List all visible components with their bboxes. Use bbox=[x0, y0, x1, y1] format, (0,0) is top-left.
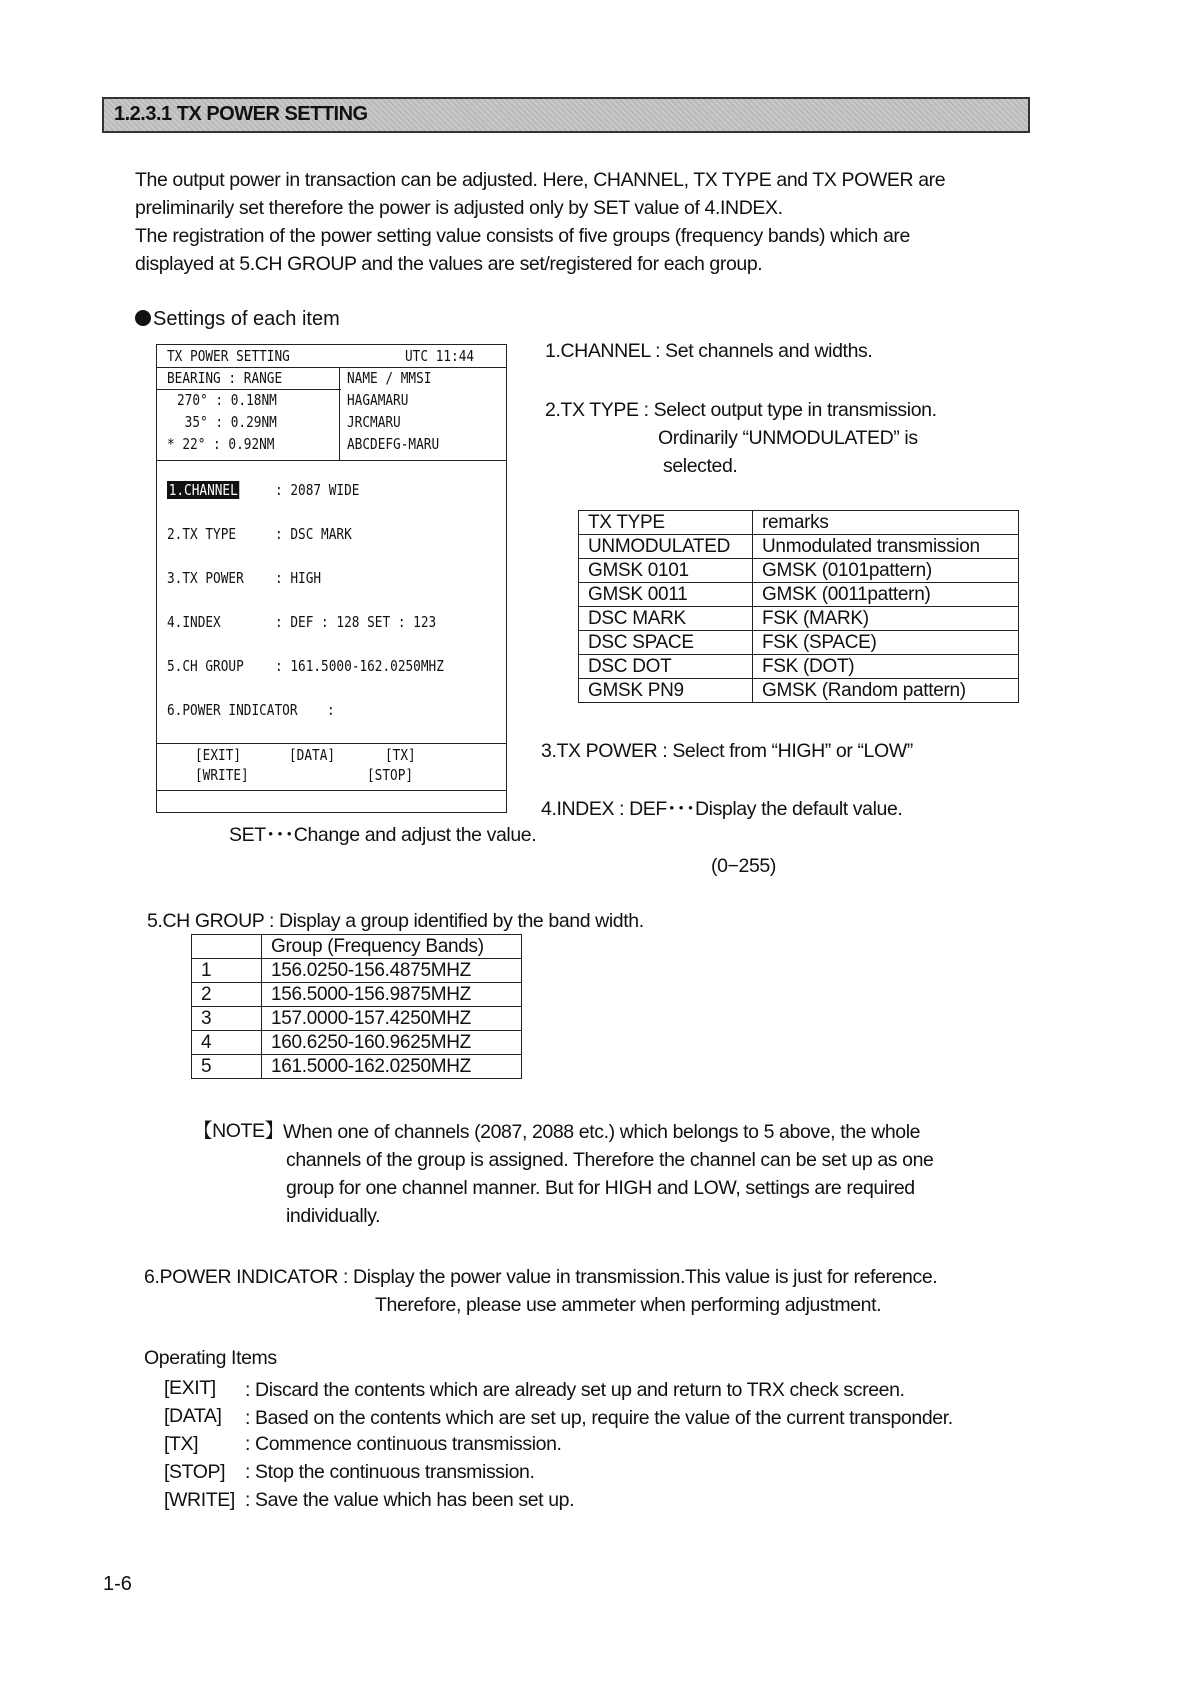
table-cell: FSK (DOT) bbox=[753, 655, 1019, 679]
table-cell: DSC SPACE bbox=[579, 631, 753, 655]
power-indicator-desc: 6.POWER INDICATOR : Display the power value in transmission.This value is just for reference. bbox=[144, 1266, 938, 1288]
exit-button[interactable]: [EXIT] bbox=[195, 746, 242, 764]
index-value: : DEF : 128 SET : 123 bbox=[275, 613, 437, 631]
table-cell: DSC MARK bbox=[579, 607, 753, 631]
op-key: [WRITE] bbox=[164, 1489, 235, 1511]
table-cell: 156.0250-156.4875MHZ bbox=[262, 959, 522, 983]
target-bearing: * 22° : 0.92NM bbox=[167, 435, 275, 453]
table-row bbox=[579, 535, 1019, 559]
table-cell: 156.5000-156.9875MHZ bbox=[262, 983, 522, 1007]
bullet-icon bbox=[135, 310, 151, 326]
desc-tx-type-line: Ordinarily “UNMODULATED” is bbox=[658, 427, 918, 449]
intro-line: displayed at 5.CH GROUP and the values are set/registered for each group. bbox=[135, 253, 763, 275]
table-row bbox=[192, 959, 522, 983]
table-header: TX TYPE bbox=[579, 511, 753, 535]
table-row bbox=[579, 559, 1019, 583]
screen-utc: UTC 11:44 bbox=[405, 347, 475, 365]
ch-group-value: : 161.5000-162.0250MHZ bbox=[275, 657, 444, 675]
menu-item-channel[interactable]: 1.CHANNEL bbox=[168, 481, 238, 499]
menu-item-tx-power[interactable]: 3.TX POWER bbox=[167, 569, 244, 587]
table-cell: UNMODULATED bbox=[579, 535, 753, 559]
tx-power-value: : HIGH bbox=[275, 569, 322, 587]
menu-item-power-indicator: 6.POWER INDICATOR bbox=[167, 701, 298, 719]
menu-item-index[interactable]: 4.INDEX bbox=[167, 613, 221, 631]
note-tag: 【NOTE】 bbox=[193, 1120, 284, 1142]
col-name-header: NAME / MMSI bbox=[347, 369, 432, 387]
table-cell: 2 bbox=[192, 983, 262, 1007]
op-desc: : Stop the continuous transmission. bbox=[245, 1461, 535, 1483]
write-button[interactable]: [WRITE] bbox=[195, 766, 249, 784]
desc-set: SET･･･Change and adjust the value. bbox=[229, 824, 537, 846]
desc-tx-type-line: selected. bbox=[663, 455, 738, 477]
table-row bbox=[579, 631, 1019, 655]
settings-heading: Settings of each item bbox=[135, 308, 340, 331]
desc-channel: 1.CHANNEL : Set channels and widths. bbox=[545, 340, 873, 362]
table-cell: GMSK (0101pattern) bbox=[753, 559, 1019, 583]
table-header: Group (Frequency Bands) bbox=[262, 935, 522, 959]
table-header-row bbox=[579, 511, 1019, 535]
op-desc: : Commence continuous transmission. bbox=[245, 1433, 562, 1455]
screen-title: TX POWER SETTING bbox=[167, 347, 290, 365]
table-cell: Unmodulated transmission bbox=[753, 535, 1019, 559]
target-bearing: 270° : 0.18NM bbox=[177, 391, 277, 409]
menu-item-ch-group[interactable]: 5.CH GROUP bbox=[167, 657, 244, 675]
op-desc: : Discard the contents which are already set up and return to TRX check screen. bbox=[245, 1379, 905, 1401]
intro-line: The output power in transaction can be adjusted. Here, CHANNEL, TX TYPE and TX POWER are bbox=[135, 169, 946, 191]
section-header bbox=[102, 97, 1030, 133]
desc-tx-type-line: 2.TX TYPE : Select output type in transmission. bbox=[545, 399, 937, 421]
note-line: group for one channel manner. But for HIGH and LOW, settings are required bbox=[286, 1177, 915, 1199]
note-line: channels of the group is assigned. Therefore the channel can be set up as one bbox=[286, 1149, 934, 1171]
power-indicator-value: : bbox=[327, 701, 335, 719]
table-row bbox=[192, 983, 522, 1007]
operating-heading: Operating Items bbox=[144, 1347, 277, 1369]
table-cell: 5 bbox=[192, 1055, 262, 1079]
target-name: JRCMARU bbox=[347, 413, 401, 431]
intro-paragraph bbox=[135, 166, 945, 278]
table-cell: GMSK (0011pattern) bbox=[753, 583, 1019, 607]
table-row bbox=[579, 607, 1019, 631]
table-cell: GMSK PN9 bbox=[579, 679, 753, 703]
table-cell: 157.0000-157.4250MHZ bbox=[262, 1007, 522, 1031]
data-button[interactable]: [DATA] bbox=[289, 746, 336, 764]
desc-tx-power: 3.TX POWER : Select from “HIGH” or “LOW” bbox=[541, 740, 913, 762]
tx-type-table bbox=[578, 510, 1019, 703]
table-cell: DSC DOT bbox=[579, 655, 753, 679]
table-cell: 4 bbox=[192, 1031, 262, 1055]
op-key: [EXIT] bbox=[164, 1377, 216, 1399]
op-desc: : Based on the contents which are set up, require the value of the current transponder. bbox=[245, 1407, 953, 1429]
table-cell: GMSK (Random pattern) bbox=[753, 679, 1019, 703]
table-cell: GMSK 0101 bbox=[579, 559, 753, 583]
note-line: individually. bbox=[286, 1205, 381, 1227]
table-cell: 161.5000-162.0250MHZ bbox=[262, 1055, 522, 1079]
stop-button[interactable]: [STOP] bbox=[367, 766, 414, 784]
lcd-screen bbox=[156, 344, 507, 813]
group-table bbox=[191, 934, 522, 1079]
tx-type-value: : DSC MARK bbox=[275, 525, 352, 543]
tx-button[interactable]: [TX] bbox=[385, 746, 416, 764]
table-cell: 160.6250-160.9625MHZ bbox=[262, 1031, 522, 1055]
channel-value: : 2087 WIDE bbox=[275, 481, 360, 499]
op-key: [TX] bbox=[164, 1433, 199, 1455]
table-cell: 1 bbox=[192, 959, 262, 983]
target-name: ABCDEFG-MARU bbox=[347, 435, 440, 453]
table-cell: FSK (MARK) bbox=[753, 607, 1019, 631]
table-header: remarks bbox=[753, 511, 1019, 535]
desc-ch-group: 5.CH GROUP : Display a group identified by the band width. bbox=[147, 910, 644, 932]
table-row bbox=[192, 1007, 522, 1031]
table-header-row bbox=[192, 935, 522, 959]
intro-line: preliminarily set therefore the power is adjusted only by SET value of 4.INDEX. bbox=[135, 197, 783, 219]
table-cell: FSK (SPACE) bbox=[753, 631, 1019, 655]
table-row bbox=[192, 1031, 522, 1055]
op-key: [STOP] bbox=[164, 1461, 226, 1483]
page-number: 1-6 bbox=[103, 1573, 132, 1595]
table-row bbox=[192, 1055, 522, 1079]
op-desc: : Save the value which has been set up. bbox=[245, 1489, 575, 1511]
desc-index: 4.INDEX : DEF･･･Display the default value. bbox=[541, 798, 903, 820]
op-key: [DATA] bbox=[164, 1405, 222, 1427]
table-row bbox=[579, 655, 1019, 679]
table-cell: GMSK 0011 bbox=[579, 583, 753, 607]
col-bearing-header: BEARING : RANGE bbox=[167, 369, 283, 387]
target-name: HAGAMARU bbox=[347, 391, 409, 409]
desc-range: (0−255) bbox=[711, 855, 776, 877]
table-row bbox=[579, 679, 1019, 703]
target-bearing: 35° : 0.29NM bbox=[177, 413, 277, 431]
table-cell: 3 bbox=[192, 1007, 262, 1031]
table-cell bbox=[192, 935, 262, 959]
menu-item-tx-type[interactable]: 2.TX TYPE bbox=[167, 525, 237, 543]
power-indicator-desc: Therefore, please use ammeter when performing adjustment. bbox=[375, 1294, 882, 1316]
intro-line: The registration of the power setting value consists of five groups (frequency bands) which are bbox=[135, 225, 910, 247]
section-title: 1.2.3.1 TX POWER SETTING bbox=[114, 103, 368, 125]
table-row bbox=[579, 583, 1019, 607]
note-line: When one of channels (2087, 2088 etc.) which belongs to 5 above, the whole bbox=[283, 1121, 921, 1143]
